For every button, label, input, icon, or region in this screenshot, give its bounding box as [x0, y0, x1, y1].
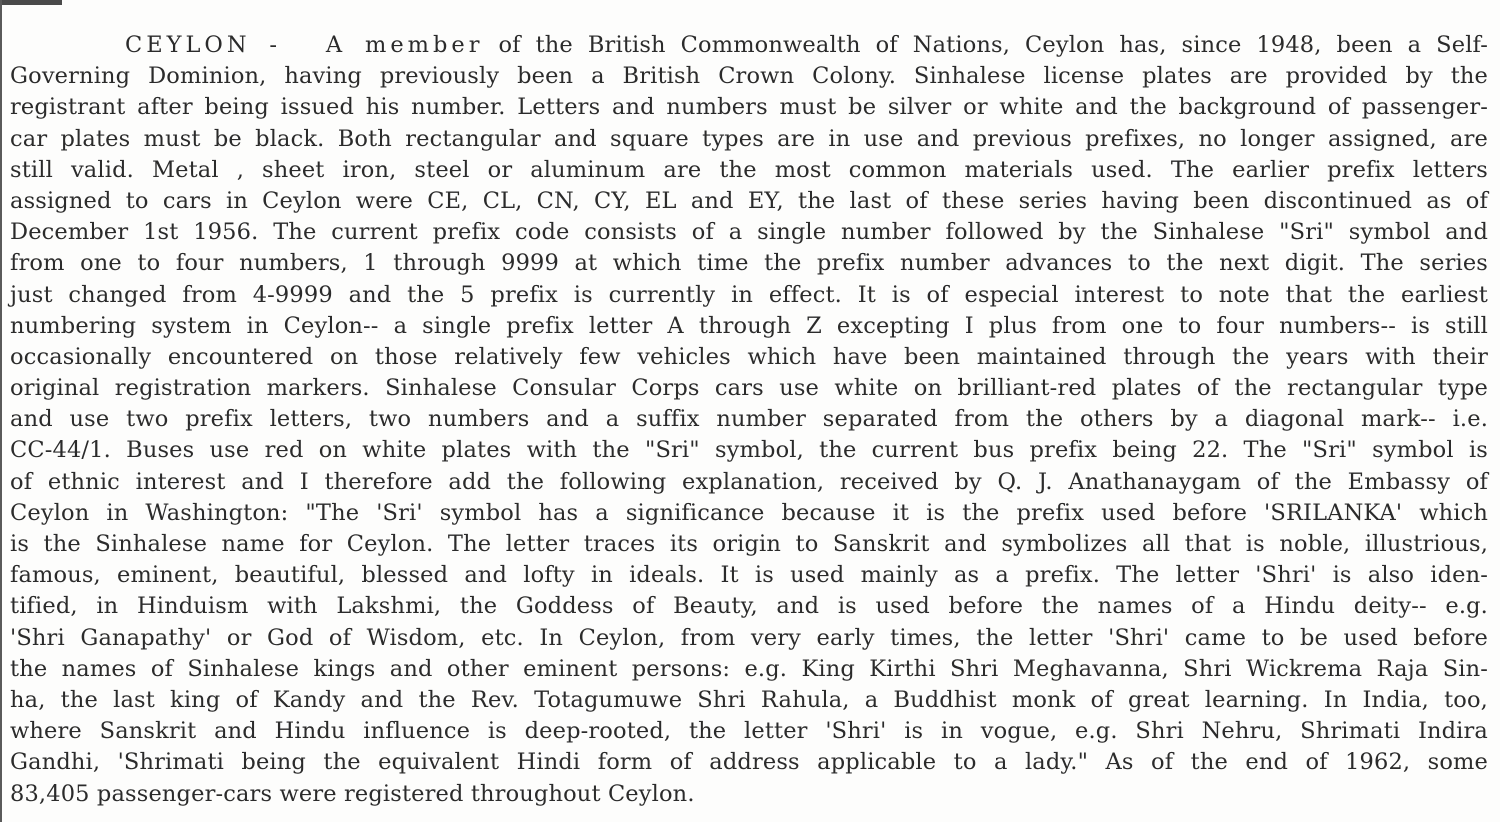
- text-line: occasionally encountered on those relatively few vehicles which have been maintained through the years with their: [10, 343, 1488, 370]
- corner-mark: [0, 0, 62, 5]
- heading-lead-words: A member: [325, 32, 484, 58]
- text-line: of ethnic interest and I therefore add the following explanation, received by Q. J. Anathanaygam of the Embassy of: [10, 468, 1488, 495]
- text-line: still valid. Metal , sheet iron, steel or aluminum are the most common materials used. The earlier prefix letters: [10, 156, 1488, 183]
- text-line: December 1st 1956. The current prefix code consists of a single number followed by the Sinhalese "Sri" symbol and: [10, 219, 1488, 246]
- text-line: CC-44/1. Buses use red on white plates with the "Sri" symbol, the current bus prefix being 22. The "Sri" symbol is: [10, 437, 1488, 464]
- text-line: [10, 30, 1488, 61]
- text-line: Governing Dominion, having previously been a British Crown Colony. Sinhalese license plates are provided by the: [10, 63, 1488, 90]
- text-line: numbering system in Ceylon-- a single prefix letter A through Z excepting I plus from one to four numbers-- is still: [10, 312, 1488, 339]
- text-line: and use two prefix letters, two numbers and a suffix number separated from the others by a diagonal mark-- i.e.: [10, 406, 1488, 433]
- text-line: ha, the last king of Kandy and the Rev. Totagumuwe Shri Rahula, a Buddhist monk of great learning. In India, too,: [10, 686, 1488, 713]
- text-line: Gandhi, 'Shrimati being the equivalent Hindi form of address applicable to a lady." As of the end of 1962, some: [10, 749, 1488, 776]
- country-heading: CEYLON -: [125, 32, 281, 58]
- text-line: registrant after being issued his number. Letters and numbers must be silver or white and the background of passenger-: [10, 94, 1488, 121]
- text-line: 83,405 passenger-cars were registered throughout Ceylon.: [10, 780, 695, 807]
- text-line: is the Sinhalese name for Ceylon. The letter traces its origin to Sanskrit and symbolizes all that is noble, illustrious,: [10, 531, 1488, 557]
- text-line: assigned to cars in Ceylon were CE, CL, CN, CY, EL and EY, the last of these series having been discontinued as of: [10, 187, 1488, 214]
- text-line: 'Shri Ganapathy' or God of Wisdom, etc. In Ceylon, from very early times, the letter 'Shri' came to be used before: [10, 624, 1488, 651]
- text-line: famous, eminent, beautiful, blessed and lofty in ideals. It is used mainly as a prefix. The letter 'Shri' is also iden-: [10, 562, 1488, 589]
- text-line: tified, in Hinduism with Lakshmi, the Goddess of Beauty, and is used before the names of a Hindu deity-- e.g.: [10, 593, 1488, 620]
- text-line: just changed from 4-9999 and the 5 prefix is currently in effect. It is of especial interest to note that the earliest: [10, 281, 1488, 308]
- text-line: from one to four numbers, 1 through 9999 at which time the prefix number advances to the next digit. The series: [10, 250, 1488, 277]
- text-line: the names of Sinhalese kings and other eminent persons: e.g. King Kirthi Shri Meghavanna, Shri Wickrema Raja Sin-: [10, 655, 1488, 682]
- left-margin-rule: [0, 0, 2, 822]
- text-line: original registration markers. Sinhalese Consular Corps cars use white on brilliant-red plates of the rectangular type: [10, 375, 1488, 402]
- text-line-content: of the British Commonwealth of Nations, Ceylon has, since 1948, been a Self-: [483, 32, 1488, 58]
- text-line: Ceylon in Washington: "The 'Sri' symbol has a significance because it is the prefix used before 'SRILANKA' which: [10, 499, 1488, 526]
- text-line: where Sanskrit and Hindu influence is deep-rooted, the letter 'Shri' is in vogue, e.g. Shri Nehru, Shrimati Indira: [10, 718, 1488, 745]
- text-line: car plates must be black. Both rectangular and square types are in use and previous prefixes, no longer assigned, are: [10, 125, 1488, 152]
- article-text: [10, 30, 1488, 810]
